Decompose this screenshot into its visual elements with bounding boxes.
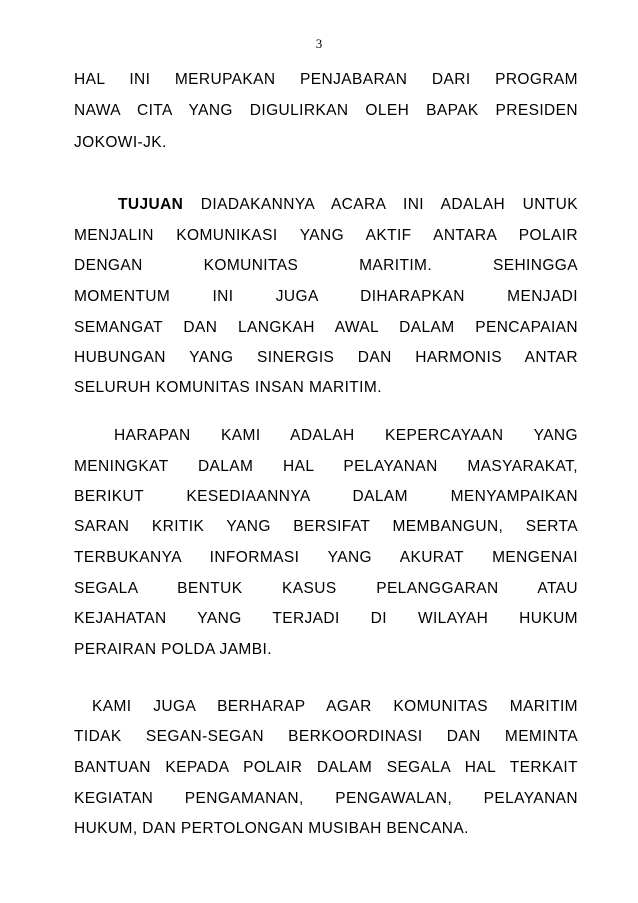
text-line: MENJALIN KOMUNIKASI YANG AKTIF ANTARA POLAIR [74, 227, 578, 244]
text-line: MOMENTUM INI JUGA DIHARAPKAN MENJADI [74, 288, 578, 305]
text-line: JOKOWI-JK. [74, 134, 167, 151]
text-line: SARAN KRITIK YANG BERSIFAT MEMBANGUN, SERTA [74, 518, 578, 535]
text-line: SELURUH KOMUNITAS INSAN MARITIM. [74, 379, 382, 396]
text-line: PERAIRAN POLDA JAMBI. [74, 641, 272, 658]
text-line: HUKUM, DAN PERTOLONGAN MUSIBAH BENCANA. [74, 820, 469, 837]
text-line: BANTUAN KEPADA POLAIR DALAM SEGALA HAL TERKAIT [74, 759, 578, 776]
text-line: SEGALA BENTUK KASUS PELANGGARAN ATAU [74, 580, 578, 597]
text-line: HAL INI MERUPAKAN PENJABARAN DARI PROGRAM [74, 71, 578, 88]
text-line: TIDAK SEGAN-SEGAN BERKOORDINASI DAN MEMINTA [74, 728, 578, 745]
text-line: MENINGKAT DALAM HAL PELAYANAN MASYARAKAT, [74, 458, 578, 475]
text-line: HARAPAN KAMI ADALAH KEPERCAYAAN YANG [114, 427, 578, 444]
text-line: KAMI JUGA BERHARAP AGAR KOMUNITAS MARITIM [92, 698, 578, 715]
page-number: 3 [315, 36, 323, 51]
text-line: KEJAHATAN YANG TERJADI DI WILAYAH HUKUM [74, 610, 578, 627]
text-line: DENGAN KOMUNITAS MARITIM. SEHINGGA [74, 257, 578, 274]
tujuan-heading: TUJUAN [118, 196, 184, 213]
text-line: HUBUNGAN YANG SINERGIS DAN HARMONIS ANTAR [74, 349, 578, 366]
text-line: KEGIATAN PENGAMANAN, PENGAWALAN, PELAYANAN [74, 790, 578, 807]
text-line: BERIKUT KESEDIAANNYA DALAM MENYAMPAIKAN [74, 488, 578, 505]
text-line: SEMANGAT DAN LANGKAH AWAL DALAM PENCAPAIAN [74, 319, 578, 336]
text-line: TERBUKANYA INFORMASI YANG AKURAT MENGENAI [74, 549, 578, 566]
text-line-rest: DIADAKANNYA ACARA INI ADALAH UNTUK [183, 196, 578, 213]
text-line [118, 194, 578, 216]
text-line: NAWA CITA YANG DIGULIRKAN OLEH BAPAK PRESIDEN [74, 102, 578, 119]
